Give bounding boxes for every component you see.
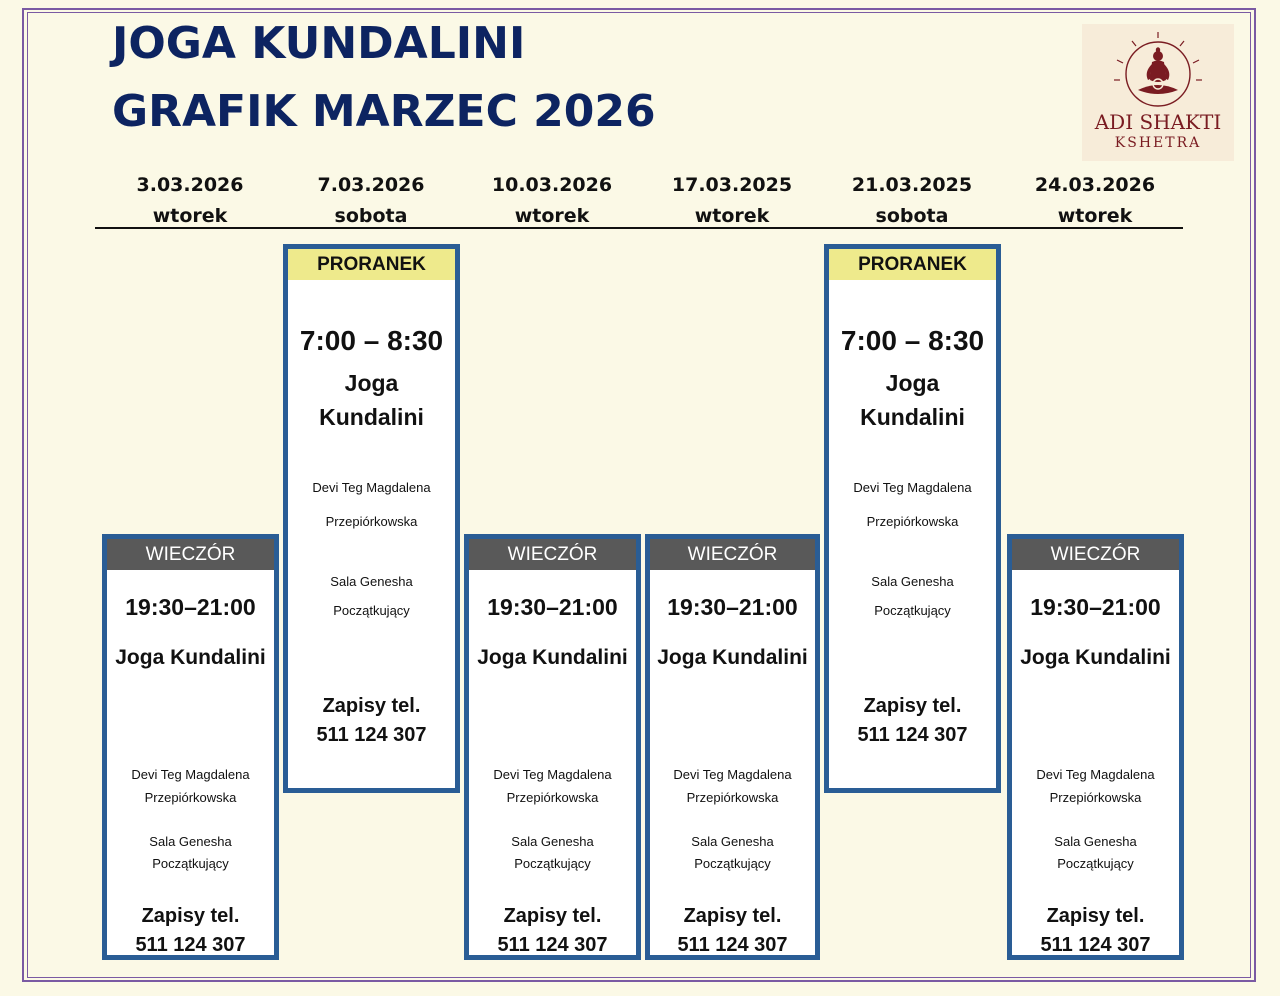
class-card-morning — [283, 244, 460, 793]
room: Sala Genesha — [330, 574, 413, 589]
teacher-name: Devi Teg Magdalena — [131, 767, 250, 782]
session-tag: WIECZÓR — [107, 539, 274, 570]
teacher-surname: Przepiórkowska — [506, 790, 599, 805]
class-name: Joga Kundalini — [477, 646, 628, 669]
room: Sala Genesha — [149, 834, 232, 849]
teacher-surname: Przepiórkowska — [686, 790, 779, 805]
level: Początkujący — [1057, 856, 1134, 871]
class-name-line-2: Kundalini — [319, 404, 424, 430]
logo-name: ADI SHAKTI — [1094, 110, 1222, 134]
signup-label: Zapisy tel. — [141, 905, 240, 927]
day-date: 21.03.2025 — [851, 174, 973, 196]
teacher-name: Devi Teg Magdalena — [1036, 767, 1155, 782]
signup-label: Zapisy tel. — [683, 905, 782, 927]
class-name-line-1: Joga — [344, 370, 399, 396]
day-header — [821, 170, 1003, 232]
title-line-1: JOGA KUNDALINI — [112, 18, 526, 69]
logo-subname: KSHETRA — [1114, 135, 1202, 151]
class-card-evening — [645, 534, 820, 960]
class-card-evening — [102, 534, 279, 960]
room: Sala Genesha — [871, 574, 954, 589]
day-weekday: wtorek — [152, 205, 228, 227]
day-weekday: sobota — [334, 205, 408, 227]
class-name: Joga Kundalini — [657, 646, 808, 669]
phone-number: 511 124 307 — [135, 934, 246, 956]
phone-number: 511 124 307 — [1040, 934, 1151, 956]
class-card-evening — [1007, 534, 1184, 960]
level: Początkujący — [333, 603, 410, 618]
class-name-line-1: Joga — [885, 370, 940, 396]
meditating-figure-icon — [1082, 24, 1234, 114]
day-header — [461, 170, 643, 232]
day-date: 17.03.2025 — [671, 174, 793, 196]
day-header — [280, 170, 462, 232]
session-tag: PRORANEK — [288, 249, 455, 280]
day-date: 3.03.2026 — [136, 174, 244, 196]
day-header — [1004, 170, 1186, 232]
day-weekday: wtorek — [1057, 205, 1133, 227]
phone-number: 511 124 307 — [497, 934, 608, 956]
class-name: Joga Kundalini — [115, 646, 266, 669]
teacher-surname: Przepiórkowska — [325, 514, 418, 529]
signup-label: Zapisy tel. — [503, 905, 602, 927]
class-name: Joga Kundalini — [1020, 646, 1171, 669]
logo — [1082, 24, 1234, 161]
class-time: 19:30–21:00 — [487, 594, 618, 620]
phone-number: 511 124 307 — [677, 934, 788, 956]
class-time: 7:00 – 8:30 — [840, 325, 985, 356]
room: Sala Genesha — [511, 834, 594, 849]
session-tag: WIECZÓR — [469, 539, 636, 570]
teacher-name: Devi Teg Magdalena — [493, 767, 612, 782]
header-divider — [95, 227, 1183, 229]
teacher-surname: Przepiórkowska — [1049, 790, 1142, 805]
phone-number: 511 124 307 — [316, 724, 427, 746]
session-tag: WIECZÓR — [1012, 539, 1179, 570]
day-date: 7.03.2026 — [317, 174, 425, 196]
class-card-morning — [824, 244, 1001, 793]
signup-label: Zapisy tel. — [1046, 905, 1145, 927]
level: Początkujący — [694, 856, 771, 871]
signup-label: Zapisy tel. — [322, 695, 421, 717]
day-date: 10.03.2026 — [491, 174, 613, 196]
day-header — [99, 170, 281, 232]
day-header — [641, 170, 823, 232]
teacher-name: Devi Teg Magdalena — [312, 480, 431, 495]
class-card-evening — [464, 534, 641, 960]
class-time: 19:30–21:00 — [125, 594, 256, 620]
class-time: 7:00 – 8:30 — [299, 325, 444, 356]
day-weekday: wtorek — [514, 205, 590, 227]
level: Początkujący — [874, 603, 951, 618]
room: Sala Genesha — [1054, 834, 1137, 849]
day-weekday: sobota — [875, 205, 949, 227]
teacher-name: Devi Teg Magdalena — [853, 480, 972, 495]
level: Początkujący — [152, 856, 229, 871]
teacher-name: Devi Teg Magdalena — [673, 767, 792, 782]
room: Sala Genesha — [691, 834, 774, 849]
teacher-surname: Przepiórkowska — [144, 790, 237, 805]
teacher-surname: Przepiórkowska — [866, 514, 959, 529]
day-date: 24.03.2026 — [1034, 174, 1156, 196]
day-weekday: wtorek — [694, 205, 770, 227]
level: Początkujący — [514, 856, 591, 871]
session-tag: PRORANEK — [829, 249, 996, 280]
signup-label: Zapisy tel. — [863, 695, 962, 717]
title-line-2: GRAFIK MARZEC 2026 — [112, 86, 656, 137]
class-time: 19:30–21:00 — [1030, 594, 1161, 620]
phone-number: 511 124 307 — [857, 724, 968, 746]
session-tag: WIECZÓR — [650, 539, 815, 570]
class-name-line-2: Kundalini — [860, 404, 965, 430]
class-time: 19:30–21:00 — [667, 594, 798, 620]
